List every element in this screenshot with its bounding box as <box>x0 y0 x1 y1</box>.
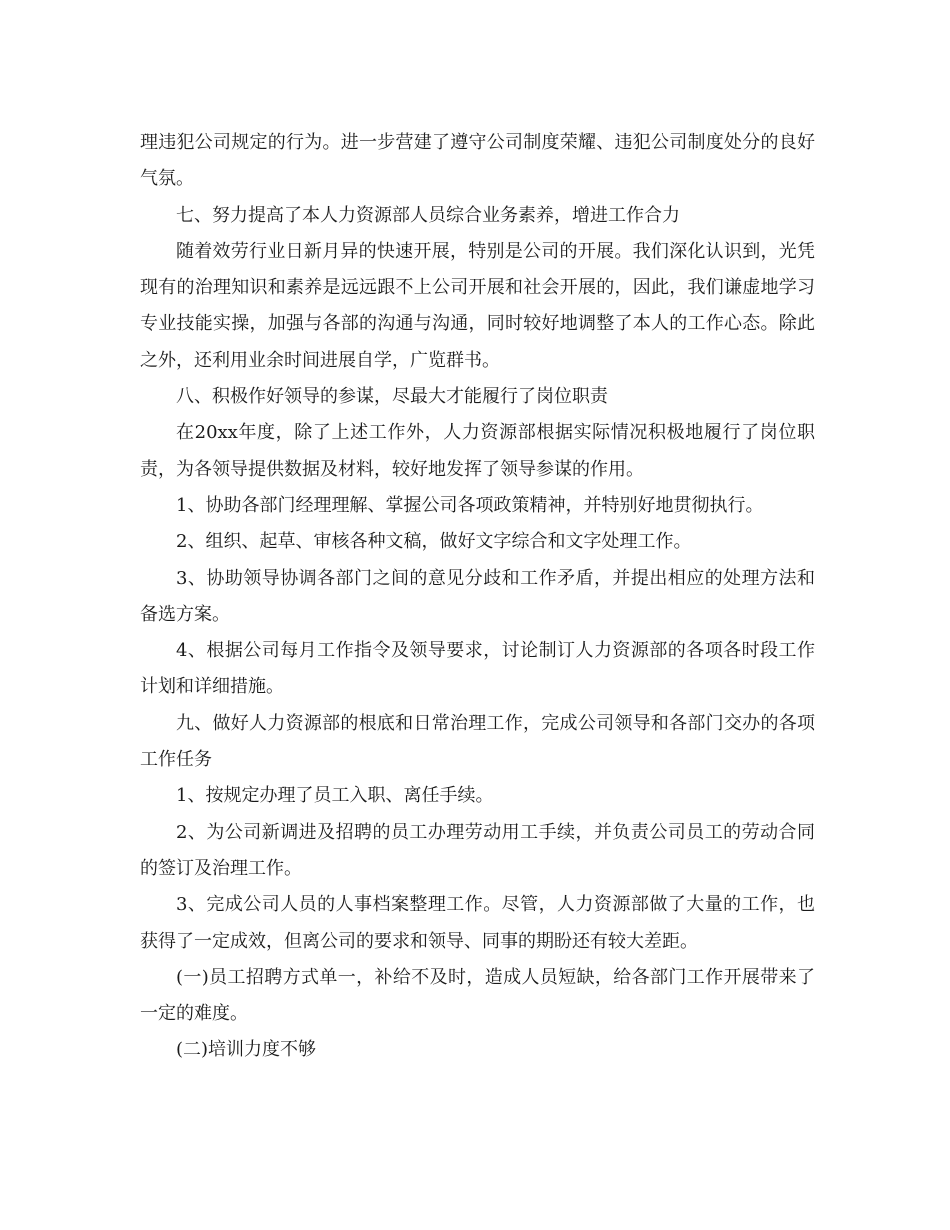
paragraph: 理违犯公司规定的行为。进一步营建了遵守公司制度荣耀、违犯公司制度处分的良好气氛。 <box>140 132 815 190</box>
section-heading: 七、努力提高了本人力资源部人员综合业务素养，增进工作合力 <box>176 204 680 226</box>
list-item: 4、根据公司每月工作指令及领导要求，讨论制订人力资源部的各项各时段工作计划和详细措施。 <box>140 640 815 698</box>
list-item: 1、按规定办理了员工入职、离任手续。 <box>176 785 494 807</box>
section-heading: 八、积极作好领导的参谋，尽最大才能履行了岗位职责 <box>176 386 608 408</box>
list-item: 2、组织、起草、审核各种文稿，做好文字综合和文字处理工作。 <box>176 531 692 553</box>
list-item: 1、协助各部门经理理解、掌握公司各项政策精神，并特别好地贯彻执行。 <box>176 494 764 516</box>
list-item: (一)员工招聘方式单一，补给不及时，造成人员短缺，给各部门工作开展带来了一定的难度。 <box>140 966 815 1025</box>
paragraph: 在20xx年度，除了上述工作外，人力资源部根据实际情况积极地履行了岗位职责，为各领导提供数据及材料，较好地发挥了领导参谋的作用。 <box>140 422 815 480</box>
section-heading: 九、做好人力资源部的根底和日常治理工作，完成公司领导和各部门交办的各项工作任务 <box>140 712 815 771</box>
list-item: 3、协助领导协调各部门之间的意见分歧和工作矛盾，并提出相应的处理方法和备选方案。 <box>140 567 815 625</box>
paragraph: 随着效劳行业日新月异的快速开展，特别是公司的开展。我们深化认识到，光凭现有的治理知识和素养是远远跟不上公司开展和社会开展的，因此，我们谦虚地学习专业技能实操，加强与各部的沟通与沟通，同时较好地调整了本人的工作心态。除此之外，还利用业余时间进展自学，广览群书。 <box>140 240 815 371</box>
list-item: (二)培训力度不够 <box>176 1039 317 1061</box>
list-item: 3、完成公司人员的人事档案整理工作。尽管，人力资源部做了大量的工作，也获得了一定成效，但离公司的要求和领导、同事的期盼还有较大差距。 <box>140 894 815 952</box>
list-item: 2、为公司新调进及招聘的员工办理劳动用工手续，并负责公司员工的劳动合同的签订及治理工作。 <box>140 821 815 879</box>
document-body <box>140 125 815 1069</box>
